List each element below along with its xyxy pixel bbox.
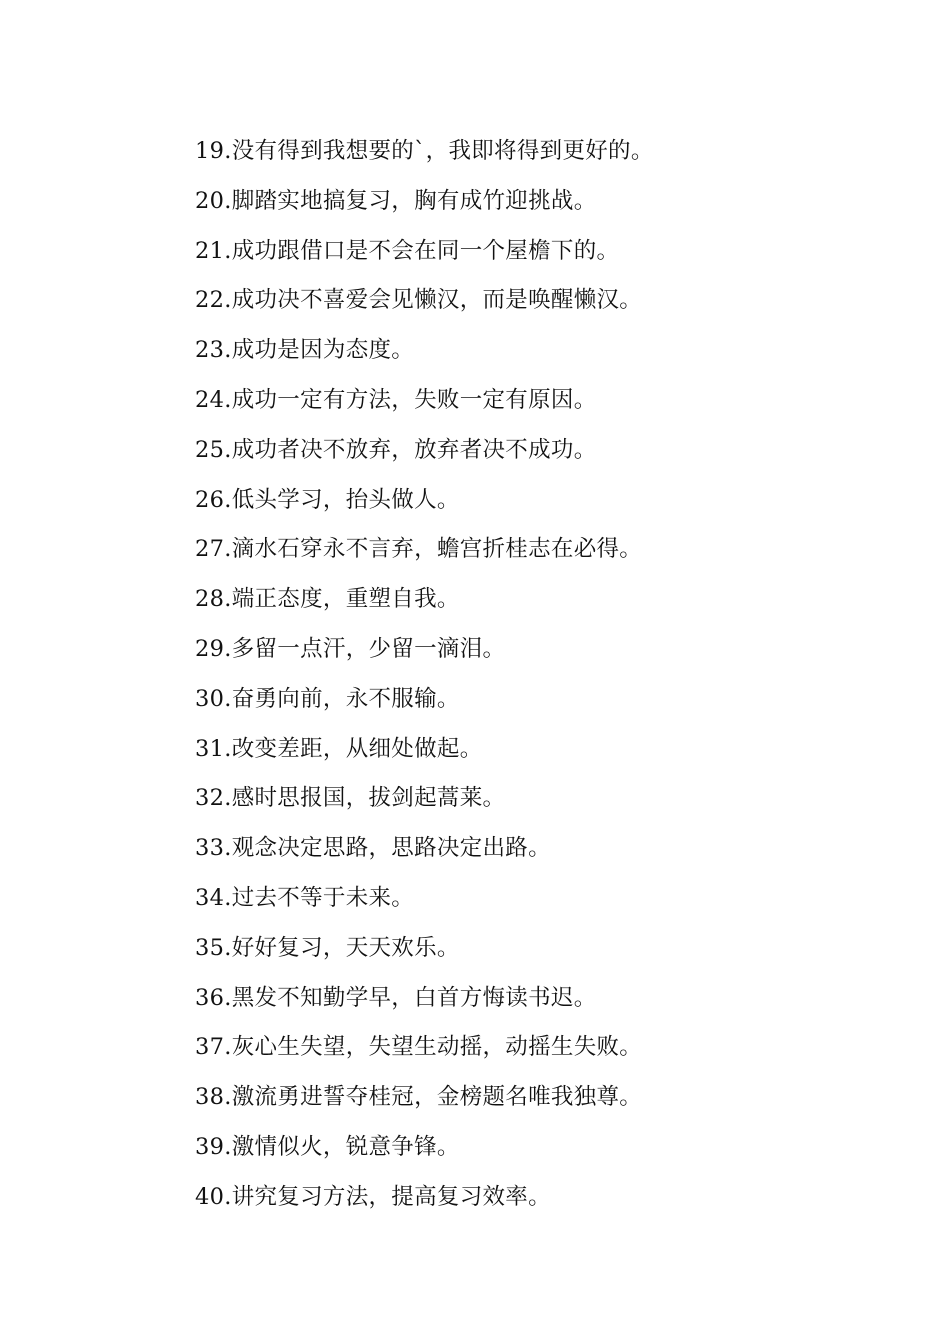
list-item bbox=[195, 726, 895, 776]
item-text: 成功跟借口是不会在同一个屋檐下的。 bbox=[231, 237, 620, 264]
item-text: 端正态度，重塑自我。 bbox=[231, 586, 460, 613]
item-number: 37. bbox=[195, 1034, 232, 1061]
item-number: 22. bbox=[195, 287, 232, 314]
item-number: 26. bbox=[195, 486, 232, 513]
item-number: 21. bbox=[195, 237, 232, 264]
item-number: 19. bbox=[195, 138, 232, 164]
item-number: 27. bbox=[195, 536, 232, 563]
item-text: 激情似火，锐意争锋。 bbox=[231, 1133, 460, 1160]
item-text: 改变差距，从细处做起。 bbox=[231, 735, 483, 762]
list-item bbox=[195, 1124, 895, 1174]
list-item bbox=[195, 975, 895, 1025]
list-item bbox=[195, 1174, 895, 1224]
item-text: 成功者决不放弃，放弃者决不成功。 bbox=[231, 436, 597, 463]
item-number: 35. bbox=[195, 934, 232, 961]
list-item bbox=[195, 775, 895, 825]
item-number: 20. bbox=[195, 187, 232, 214]
item-text: 成功决不喜爱会见懒汉，而是唤醒懒汉。 bbox=[231, 287, 643, 314]
list-item bbox=[195, 477, 895, 527]
item-number: 28. bbox=[195, 586, 232, 613]
item-number: 23. bbox=[195, 337, 232, 364]
item-text: 观念决定思路，思路决定出路。 bbox=[231, 835, 551, 862]
list-item bbox=[195, 427, 895, 477]
list-item bbox=[195, 676, 895, 726]
item-text: 好好复习，天天欢乐。 bbox=[231, 934, 460, 961]
item-text: 过去不等于未来。 bbox=[231, 884, 415, 911]
item-number: 33. bbox=[195, 835, 232, 862]
list-item bbox=[195, 1074, 895, 1124]
item-text: 成功一定有方法，失败一定有原因。 bbox=[231, 386, 597, 413]
item-number: 34. bbox=[195, 884, 232, 911]
list-item bbox=[195, 626, 895, 676]
item-text: 多留一点汗，少留一滴泪。 bbox=[231, 635, 506, 662]
item-number: 24. bbox=[195, 386, 232, 413]
item-text: 脚踏实地搞复习，胸有成竹迎挑战。 bbox=[231, 187, 597, 214]
list-item bbox=[195, 925, 895, 975]
list-item bbox=[195, 128, 895, 178]
item-text: 激流勇进誓夺桂冠，金榜题名唯我独尊。 bbox=[231, 1084, 643, 1111]
item-text: 低头学习，抬头做人。 bbox=[231, 486, 460, 513]
item-number: 40. bbox=[195, 1183, 232, 1210]
item-number: 36. bbox=[195, 984, 232, 1011]
item-number: 31. bbox=[195, 735, 232, 762]
item-text: 奋勇向前，永不服输。 bbox=[231, 685, 460, 712]
item-text: 感时思报国，拔剑起蒿莱。 bbox=[231, 785, 506, 812]
slogan-list bbox=[195, 128, 895, 1224]
item-number: 32. bbox=[195, 785, 232, 812]
list-item bbox=[195, 327, 895, 377]
list-item bbox=[195, 875, 895, 925]
list-item bbox=[195, 228, 895, 278]
item-number: 39. bbox=[195, 1133, 232, 1160]
list-item bbox=[195, 1024, 895, 1074]
list-item bbox=[195, 277, 895, 327]
item-text: 灰心生失望，失望生动摇，动摇生失败。 bbox=[231, 1034, 643, 1061]
list-item bbox=[195, 526, 895, 576]
item-number: 25. bbox=[195, 436, 232, 463]
item-text: 黑发不知勤学早，白首方悔读书迟。 bbox=[231, 984, 597, 1011]
item-number: 38. bbox=[195, 1084, 232, 1111]
item-text: 成功是因为态度。 bbox=[231, 337, 415, 364]
item-text: 滴水石穿永不言弃，蟾宫折桂志在必得。 bbox=[231, 536, 643, 563]
list-item bbox=[195, 178, 895, 228]
item-text: 没有得到我想要的`，我即将得到更好的。 bbox=[231, 138, 654, 164]
list-item bbox=[195, 825, 895, 875]
item-number: 29. bbox=[195, 635, 232, 662]
item-number: 30. bbox=[195, 685, 232, 712]
list-item bbox=[195, 576, 895, 626]
list-item bbox=[195, 377, 895, 427]
item-text: 讲究复习方法，提高复习效率。 bbox=[231, 1183, 551, 1210]
